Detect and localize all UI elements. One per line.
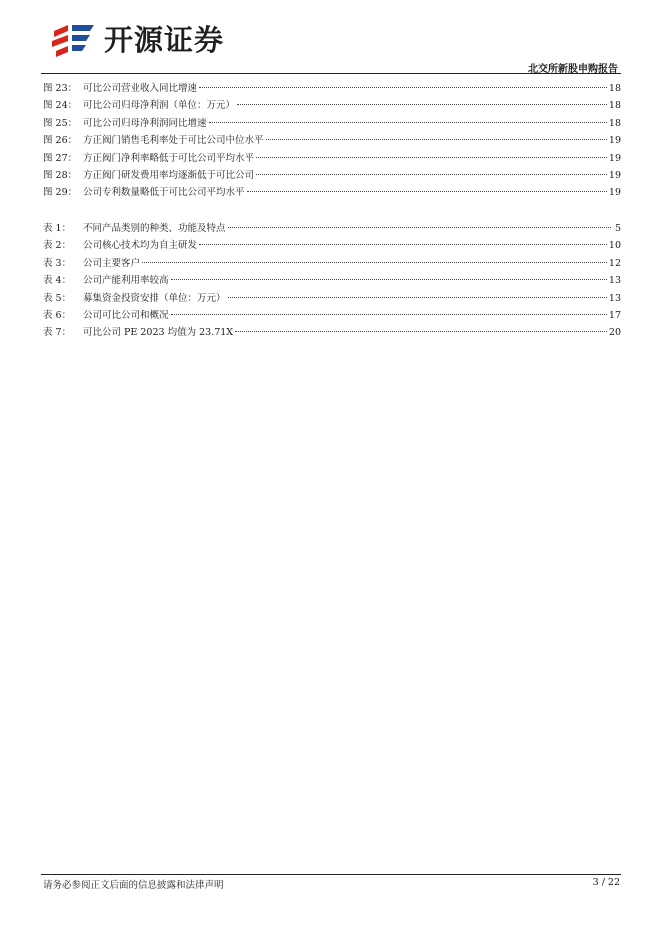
toc-title: 公司产能利用率较高	[83, 275, 169, 287]
toc-leader-dots	[256, 157, 607, 158]
toc-entry-table[interactable]	[43, 324, 621, 341]
toc-entry-table[interactable]	[43, 237, 621, 254]
toc-number: 图 28：	[43, 169, 78, 181]
toc-title: 可比公司 PE 2023 均值为 23.71X	[83, 327, 234, 339]
toc-page-number: 19	[608, 152, 621, 164]
table-list	[43, 220, 621, 342]
toc-number: 图 23：	[43, 83, 78, 94]
toc-entry-table[interactable]	[43, 255, 621, 272]
toc-leader-dots	[256, 174, 607, 175]
toc-title: 方正阀门销售毛利率处于可比公司中位水平	[83, 135, 264, 147]
toc-number: 表 6：	[43, 309, 72, 321]
toc-page-number: 13	[608, 275, 621, 287]
toc-title: 公司主要客户	[83, 257, 141, 269]
toc-page-number: 20	[608, 327, 621, 339]
toc-entry-figure[interactable]	[43, 115, 621, 132]
toc-page-number: 5	[614, 223, 621, 234]
toc-number: 图 29：	[43, 187, 78, 199]
toc-page-number: 13	[608, 292, 621, 304]
toc-entry-figure[interactable]	[43, 184, 621, 201]
toc-leader-dots	[228, 227, 611, 228]
toc-number: 图 25：	[43, 117, 78, 129]
toc-entry-figure[interactable]	[43, 150, 621, 167]
footer-page-number: 3 / 22	[592, 877, 620, 888]
toc-leader-dots	[171, 314, 607, 315]
toc-entry-figure[interactable]	[43, 97, 621, 114]
toc-title: 不同产品类别的种类、功能及特点	[83, 223, 226, 234]
toc-number: 表 5：	[43, 292, 72, 304]
toc-leader-dots	[247, 191, 607, 192]
toc-page-number: 10	[608, 240, 621, 252]
toc-number: 表 3：	[43, 257, 72, 269]
figure-list	[43, 80, 621, 202]
toc-page-number: 19	[608, 169, 621, 181]
toc-number: 表 7：	[43, 327, 72, 339]
toc-entry-table[interactable]	[43, 220, 621, 237]
toc-entry-table[interactable]	[43, 307, 621, 324]
toc-entry-figure[interactable]	[43, 80, 621, 97]
brand-logo-icon	[50, 23, 98, 57]
toc-number: 图 24：	[43, 100, 78, 112]
toc-page-number: 18	[608, 117, 621, 129]
brand-name: 开源证券	[104, 23, 225, 57]
toc-page-number: 19	[608, 187, 621, 199]
toc-title: 方正阀门研发费用率均逐渐低于可比公司	[83, 169, 255, 181]
toc-page-number: 18	[608, 100, 621, 112]
brand-logo	[50, 22, 224, 58]
toc-leader-dots	[228, 297, 607, 298]
toc-leader-dots	[237, 104, 607, 105]
toc-title: 公司核心技术均为自主研发	[83, 240, 198, 252]
toc-page-number: 17	[608, 309, 621, 321]
toc-leader-dots	[235, 331, 607, 332]
report-type-label: 北交所新股申购报告	[528, 64, 618, 75]
toc-entry-figure[interactable]	[43, 167, 621, 184]
toc-number: 图 26：	[43, 135, 78, 147]
toc-leader-dots	[171, 279, 607, 280]
toc-number: 表 2：	[43, 240, 72, 252]
toc-leader-dots	[209, 122, 607, 123]
toc-page-number: 12	[608, 257, 621, 269]
toc-page-number: 18	[608, 83, 621, 94]
toc-title: 公司可比公司和概况	[83, 309, 169, 321]
toc-entry-table[interactable]	[43, 272, 621, 289]
toc-number: 表 1：	[43, 223, 72, 234]
footer-disclaimer: 请务必参阅正文后面的信息披露和法律声明	[43, 880, 224, 891]
toc-page-number: 19	[608, 135, 621, 147]
footer-divider	[41, 874, 621, 875]
toc-entry-table[interactable]	[43, 290, 621, 307]
header-divider	[41, 73, 621, 74]
toc-title: 方正阀门净利率略低于可比公司平均水平	[83, 152, 255, 164]
toc-title: 可比公司归母净利润（单位：万元）	[83, 100, 236, 112]
toc-leader-dots	[142, 262, 607, 263]
toc-leader-dots	[199, 87, 607, 88]
toc-title: 公司专利数量略低于可比公司平均水平	[83, 187, 245, 199]
toc-leader-dots	[199, 244, 607, 245]
toc-entry-figure[interactable]	[43, 132, 621, 149]
toc-number: 表 4：	[43, 275, 72, 287]
toc-title: 可比公司归母净利润同比增速	[83, 117, 207, 129]
toc-number: 图 27：	[43, 152, 78, 164]
toc-leader-dots	[266, 139, 607, 140]
toc-title: 募集资金投资安排（单位：万元）	[83, 292, 226, 304]
toc-title: 可比公司营业收入同比增速	[83, 83, 198, 94]
